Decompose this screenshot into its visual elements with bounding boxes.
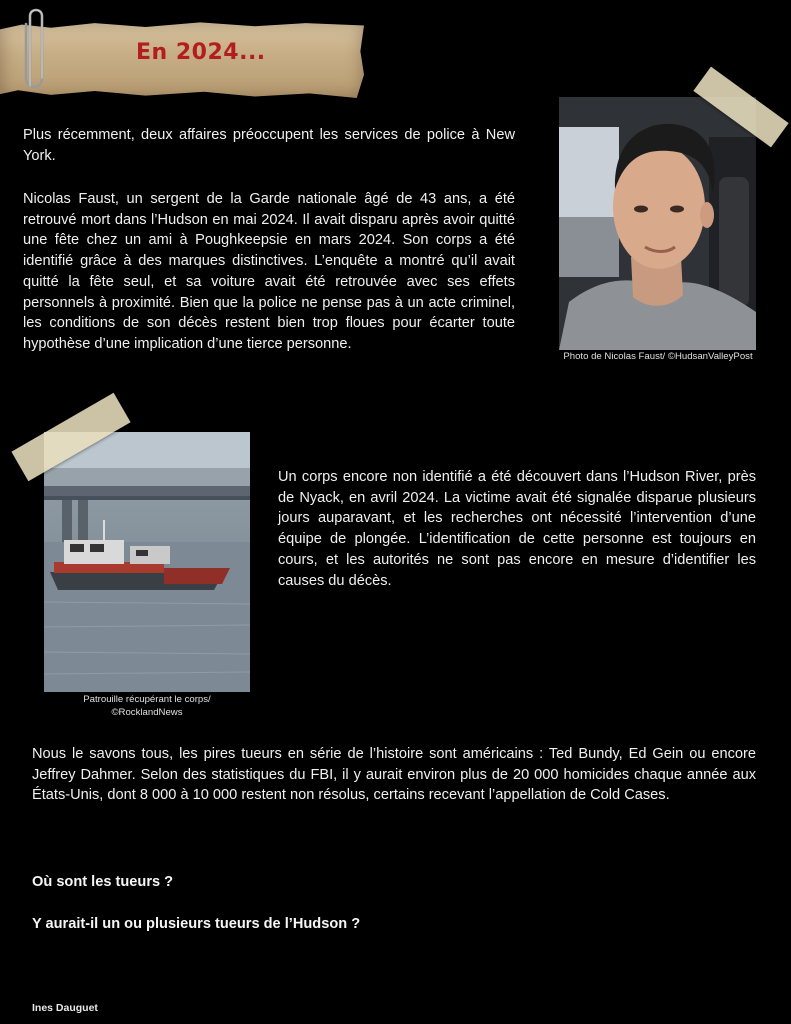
question-hudson-killers: Y aurait-il un ou plusieurs tueurs de l’Hudson ? — [32, 916, 361, 932]
faust-paragraph: Nicolas Faust, un sergent de la Garde nationale âgé de 43 ans, a été retrouvé mort dans l’Hudson en mai 2024. Il avait disparu après avoir quitté une fête chez un ami à Poughkeepsie en mars 2024. Son corps a été identifié grâce à des marques distinctives. L’enquête a montré qu’il avait quitté la fête seul, et sa voiture avait été retrouvée avec ses effets personnels à proximité. Bien que la police ne pense pas à un acte criminel, les conditions de son décès restent bien trop floues pour écarter toute hypothèse d’une implication d’une tierce personne. — [23, 191, 515, 352]
caption-boat — [44, 694, 250, 719]
paperclip-icon — [20, 2, 50, 94]
serial-killers-paragraph: Nous le savons tous, les pires tueurs en série de l’histoire sont américains : Ted Bundy, Ed Gein ou encore Jeffrey Dahmer. Selon des statistiques du FBI, il y aurait environ plus de 20 000 homicides chaque année aux États-Unis, dont 8 000 à 10 000 restent non résolus, certains recevant l’appellation de Cold Cases. — [32, 746, 756, 804]
caption-faust: Photo de Nicolas Faust/ ©HudsanValleyPost — [563, 351, 753, 362]
boat-illustration — [44, 432, 250, 692]
photo-nicolas-faust — [559, 97, 756, 350]
nyack-paragraph: Un corps encore non identifié a été découvert dans l’Hudson River, près de Nyack, en avril 2024. La victime avait été signalée disparue plusieurs jours auparavant, et les recherches ont nécessité l’intervention d’une équipe de plongée. L’identification de cette personne est toujours en cours, et les autorités ne sont pas encore en mesure d’identifier les causes du décès. — [278, 469, 756, 589]
photo-patrol-boat — [44, 432, 250, 692]
section-title: En 2024... — [136, 40, 266, 65]
author-name: Ines Dauguet — [32, 1002, 98, 1014]
intro-paragraph: Plus récemment, deux affaires préoccupent les services de police à New York. — [23, 127, 515, 164]
question-where-killers: Où sont les tueurs ? — [32, 874, 174, 890]
caption-boat-line1: Patrouille récupérant le corps/ — [83, 694, 211, 705]
portrait-illustration — [559, 97, 756, 350]
caption-boat-line2: ©RocklandNews — [111, 706, 183, 718]
